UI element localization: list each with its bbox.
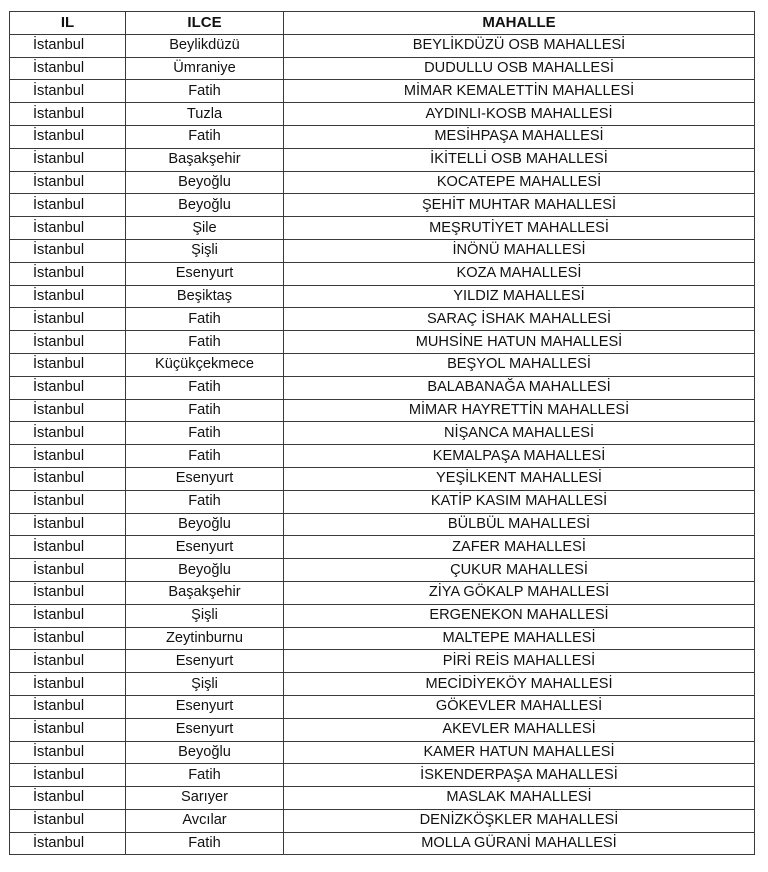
cell-il: İstanbul xyxy=(10,559,126,582)
cell-il: İstanbul xyxy=(10,695,126,718)
cell-ilce: Beyoğlu xyxy=(126,194,284,217)
cell-mahalle: KATİP KASIM MAHALLESİ xyxy=(284,490,755,513)
cell-mahalle: MEŞRUTİYET MAHALLESİ xyxy=(284,217,755,240)
table-row xyxy=(10,80,755,103)
header-row xyxy=(10,12,755,35)
table-row xyxy=(10,650,755,673)
table-row xyxy=(10,399,755,422)
header-il: IL xyxy=(10,12,126,35)
cell-ilce: Beşiktaş xyxy=(126,285,284,308)
cell-il: İstanbul xyxy=(10,376,126,399)
cell-mahalle: ERGENEKON MAHALLESİ xyxy=(284,604,755,627)
cell-il: İstanbul xyxy=(10,80,126,103)
cell-il: İstanbul xyxy=(10,536,126,559)
cell-mahalle: İSKENDERPAŞA MAHALLESİ xyxy=(284,764,755,787)
cell-ilce: Esenyurt xyxy=(126,695,284,718)
table-row xyxy=(10,490,755,513)
cell-il: İstanbul xyxy=(10,627,126,650)
cell-ilce: Ümraniye xyxy=(126,57,284,80)
table-row xyxy=(10,627,755,650)
table-row xyxy=(10,764,755,787)
cell-mahalle: YEŞİLKENT MAHALLESİ xyxy=(284,467,755,490)
table-body xyxy=(10,34,755,855)
cell-mahalle: MESİHPAŞA MAHALLESİ xyxy=(284,125,755,148)
cell-ilce: Fatih xyxy=(126,376,284,399)
cell-mahalle: PİRİ REİS MAHALLESİ xyxy=(284,650,755,673)
cell-ilce: Esenyurt xyxy=(126,536,284,559)
table-row xyxy=(10,148,755,171)
cell-il: İstanbul xyxy=(10,490,126,513)
cell-mahalle: MİMAR KEMALETTİN MAHALLESİ xyxy=(284,80,755,103)
table-row xyxy=(10,787,755,810)
cell-il: İstanbul xyxy=(10,239,126,262)
table-row xyxy=(10,308,755,331)
cell-ilce: Fatih xyxy=(126,490,284,513)
table-row xyxy=(10,559,755,582)
table-row xyxy=(10,741,755,764)
table-row xyxy=(10,604,755,627)
cell-mahalle: MUHSİNE HATUN MAHALLESİ xyxy=(284,331,755,354)
cell-mahalle: KEMALPAŞA MAHALLESİ xyxy=(284,445,755,468)
cell-mahalle: MALTEPE MAHALLESİ xyxy=(284,627,755,650)
table-row xyxy=(10,422,755,445)
table-row xyxy=(10,331,755,354)
cell-ilce: Beyoğlu xyxy=(126,171,284,194)
cell-mahalle: BÜLBÜL MAHALLESİ xyxy=(284,513,755,536)
cell-ilce: Esenyurt xyxy=(126,262,284,285)
cell-il: İstanbul xyxy=(10,34,126,57)
cell-ilce: Beylikdüzü xyxy=(126,34,284,57)
cell-mahalle: MİMAR HAYRETTİN MAHALLESİ xyxy=(284,399,755,422)
cell-il: İstanbul xyxy=(10,764,126,787)
table-row xyxy=(10,695,755,718)
cell-ilce: Şile xyxy=(126,217,284,240)
cell-il: İstanbul xyxy=(10,125,126,148)
table-row xyxy=(10,217,755,240)
table-row xyxy=(10,34,755,57)
cell-il: İstanbul xyxy=(10,741,126,764)
cell-ilce: Fatih xyxy=(126,125,284,148)
table-row xyxy=(10,353,755,376)
cell-mahalle: ÇUKUR MAHALLESİ xyxy=(284,559,755,582)
cell-mahalle: ZAFER MAHALLESİ xyxy=(284,536,755,559)
cell-il: İstanbul xyxy=(10,445,126,468)
cell-il: İstanbul xyxy=(10,262,126,285)
cell-il: İstanbul xyxy=(10,308,126,331)
cell-mahalle: GÖKEVLER MAHALLESİ xyxy=(284,695,755,718)
table-row xyxy=(10,581,755,604)
cell-ilce: Fatih xyxy=(126,764,284,787)
cell-ilce: Avcılar xyxy=(126,809,284,832)
cell-il: İstanbul xyxy=(10,673,126,696)
cell-ilce: Fatih xyxy=(126,80,284,103)
cell-il: İstanbul xyxy=(10,171,126,194)
cell-mahalle: NİŞANCA MAHALLESİ xyxy=(284,422,755,445)
cell-il: İstanbul xyxy=(10,285,126,308)
table-row xyxy=(10,536,755,559)
cell-il: İstanbul xyxy=(10,809,126,832)
cell-ilce: Şişli xyxy=(126,239,284,262)
cell-mahalle: KAMER HATUN MAHALLESİ xyxy=(284,741,755,764)
cell-ilce: Esenyurt xyxy=(126,718,284,741)
cell-il: İstanbul xyxy=(10,103,126,126)
table-row xyxy=(10,467,755,490)
cell-il: İstanbul xyxy=(10,331,126,354)
cell-ilce: Küçükçekmece xyxy=(126,353,284,376)
cell-mahalle: ŞEHİT MUHTAR MAHALLESİ xyxy=(284,194,755,217)
table-row xyxy=(10,171,755,194)
cell-mahalle: İKİTELLİ OSB MAHALLESİ xyxy=(284,148,755,171)
cell-ilce: Fatih xyxy=(126,308,284,331)
cell-mahalle: DUDULLU OSB MAHALLESİ xyxy=(284,57,755,80)
table-row xyxy=(10,103,755,126)
cell-ilce: Fatih xyxy=(126,832,284,855)
table-row xyxy=(10,376,755,399)
cell-il: İstanbul xyxy=(10,513,126,536)
mahalle-table xyxy=(9,11,755,855)
cell-ilce: Tuzla xyxy=(126,103,284,126)
cell-ilce: Fatih xyxy=(126,445,284,468)
cell-il: İstanbul xyxy=(10,148,126,171)
cell-mahalle: ZİYA GÖKALP MAHALLESİ xyxy=(284,581,755,604)
cell-il: İstanbul xyxy=(10,718,126,741)
cell-mahalle: YILDIZ MAHALLESİ xyxy=(284,285,755,308)
cell-il: İstanbul xyxy=(10,194,126,217)
cell-ilce: Esenyurt xyxy=(126,650,284,673)
cell-ilce: Başakşehir xyxy=(126,581,284,604)
cell-ilce: Zeytinburnu xyxy=(126,627,284,650)
cell-il: İstanbul xyxy=(10,650,126,673)
cell-ilce: Beyoğlu xyxy=(126,559,284,582)
cell-mahalle: BEYLİKDÜZÜ OSB MAHALLESİ xyxy=(284,34,755,57)
cell-mahalle: SARAÇ İSHAK MAHALLESİ xyxy=(284,308,755,331)
cell-il: İstanbul xyxy=(10,581,126,604)
table-row xyxy=(10,513,755,536)
cell-mahalle: MOLLA GÜRANİ MAHALLESİ xyxy=(284,832,755,855)
cell-mahalle: MECİDİYEKÖY MAHALLESİ xyxy=(284,673,755,696)
table-row xyxy=(10,125,755,148)
cell-ilce: Fatih xyxy=(126,331,284,354)
header-mahalle: MAHALLE xyxy=(284,12,755,35)
cell-mahalle: BEŞYOL MAHALLESİ xyxy=(284,353,755,376)
table-row xyxy=(10,445,755,468)
cell-il: İstanbul xyxy=(10,57,126,80)
cell-il: İstanbul xyxy=(10,832,126,855)
cell-mahalle: AKEVLER MAHALLESİ xyxy=(284,718,755,741)
cell-ilce: Başakşehir xyxy=(126,148,284,171)
cell-mahalle: KOCATEPE MAHALLESİ xyxy=(284,171,755,194)
table-row xyxy=(10,809,755,832)
cell-il: İstanbul xyxy=(10,353,126,376)
cell-mahalle: MASLAK MAHALLESİ xyxy=(284,787,755,810)
cell-mahalle: BALABANAĞA MAHALLESİ xyxy=(284,376,755,399)
cell-il: İstanbul xyxy=(10,399,126,422)
cell-ilce: Şişli xyxy=(126,673,284,696)
cell-il: İstanbul xyxy=(10,422,126,445)
cell-ilce: Beyoğlu xyxy=(126,741,284,764)
cell-ilce: Fatih xyxy=(126,422,284,445)
table-row xyxy=(10,718,755,741)
cell-il: İstanbul xyxy=(10,604,126,627)
cell-mahalle: KOZA MAHALLESİ xyxy=(284,262,755,285)
table-row xyxy=(10,239,755,262)
cell-il: İstanbul xyxy=(10,217,126,240)
table-row xyxy=(10,194,755,217)
table-row xyxy=(10,285,755,308)
cell-il: İstanbul xyxy=(10,467,126,490)
header-ilce: ILCE xyxy=(126,12,284,35)
cell-mahalle: AYDINLI-KOSB MAHALLESİ xyxy=(284,103,755,126)
table-row xyxy=(10,262,755,285)
cell-ilce: Beyoğlu xyxy=(126,513,284,536)
table-row xyxy=(10,57,755,80)
table-row xyxy=(10,832,755,855)
cell-ilce: Şişli xyxy=(126,604,284,627)
cell-ilce: Sarıyer xyxy=(126,787,284,810)
cell-mahalle: İNÖNÜ MAHALLESİ xyxy=(284,239,755,262)
cell-mahalle: DENİZKÖŞKLER MAHALLESİ xyxy=(284,809,755,832)
table-row xyxy=(10,673,755,696)
cell-ilce: Fatih xyxy=(126,399,284,422)
cell-ilce: Esenyurt xyxy=(126,467,284,490)
cell-il: İstanbul xyxy=(10,787,126,810)
